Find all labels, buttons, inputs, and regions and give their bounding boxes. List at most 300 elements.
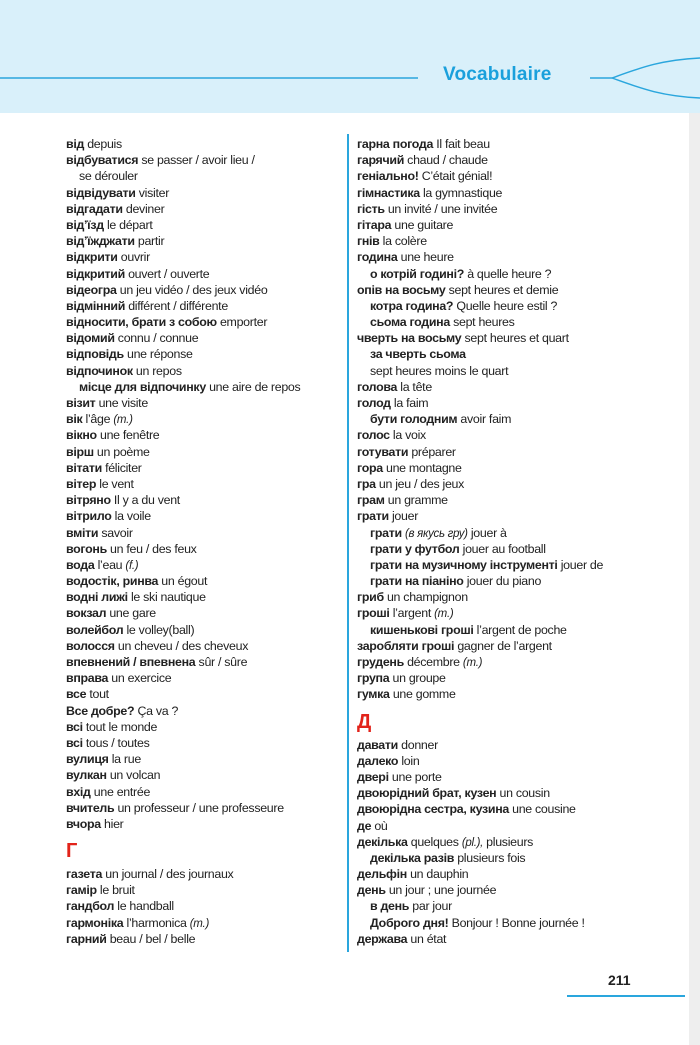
ukrainian-word: відкритий xyxy=(66,266,125,281)
vocabulary-entry xyxy=(66,767,341,783)
vocabulary-entry xyxy=(357,411,682,427)
french-translation: la rue xyxy=(111,752,141,767)
vocabulary-entry xyxy=(357,266,682,282)
vocabulary-entry xyxy=(357,898,682,914)
french-translation: où xyxy=(374,818,388,833)
vocabulary-entry xyxy=(66,282,341,298)
french-translation: un poème xyxy=(96,444,150,459)
vocabulary-entry xyxy=(357,492,682,508)
vocabulary-entry xyxy=(66,168,341,184)
vocabulary-entry xyxy=(357,931,682,947)
ukrainian-word: вірш xyxy=(66,444,94,459)
french-translation: jouer xyxy=(391,509,419,524)
ukrainian-word: волосся xyxy=(66,638,115,653)
french-translation: une heure xyxy=(400,250,454,265)
vocabulary-entry xyxy=(357,330,682,346)
vocabulary-entry xyxy=(66,152,341,168)
french-translation: un jour ; une journée xyxy=(388,883,497,898)
french-translation: plusieurs fois xyxy=(457,850,526,865)
ukrainian-word: відеогра xyxy=(66,282,117,297)
ukrainian-word: двері xyxy=(357,769,389,784)
french-translation: se passer / avoir lieu / xyxy=(141,153,255,168)
ukrainian-word: відвідувати xyxy=(66,185,136,200)
french-translation: l’argent de poche xyxy=(476,622,567,637)
grammar-note: (f.) xyxy=(125,559,139,572)
ukrainian-word: о котрій годині? xyxy=(370,266,465,281)
ukrainian-word: вправа xyxy=(66,671,109,686)
ukrainian-word: день xyxy=(357,883,386,898)
ukrainian-word: сьома година xyxy=(370,315,450,330)
vocabulary-entry xyxy=(357,557,682,573)
vocabulary-entry xyxy=(66,622,341,638)
french-translation: le volley(ball) xyxy=(126,622,195,637)
vocabulary-entry xyxy=(66,379,341,395)
vocabulary-entry xyxy=(357,769,682,785)
ukrainian-word: Все добре? xyxy=(66,703,135,718)
ukrainian-word: гарний xyxy=(66,931,107,946)
french-translation: hier xyxy=(104,816,124,831)
vocabulary-entry xyxy=(357,233,682,249)
left-column xyxy=(66,136,341,947)
vocabulary-entry xyxy=(357,525,682,541)
vocabulary-entry xyxy=(66,298,341,314)
ukrainian-word: відгадати xyxy=(66,201,123,216)
ukrainian-word: гандбол xyxy=(66,899,115,914)
ukrainian-word: бути голодним xyxy=(370,412,458,427)
vocabulary-entry xyxy=(357,298,682,314)
french-translation: ouvert / ouverte xyxy=(128,266,210,281)
french-translation: ouvrir xyxy=(120,250,150,265)
french-translation: un volcan xyxy=(109,768,161,783)
french-translation: féliciter xyxy=(105,460,142,475)
french-translation: un cousin xyxy=(499,786,550,801)
ukrainian-word: вчора xyxy=(66,816,101,831)
french-translation: l’harmonica xyxy=(126,915,187,930)
ukrainian-word: вітати xyxy=(66,460,102,475)
vocabulary-entry xyxy=(357,168,682,184)
ukrainian-word: грам xyxy=(357,493,385,508)
ukrainian-word: група xyxy=(357,671,390,686)
vocabulary-entry xyxy=(66,686,341,702)
vocabulary-entry xyxy=(357,753,682,769)
french-translation: plusieurs xyxy=(486,834,534,849)
vocabulary-entry xyxy=(357,638,682,654)
ukrainian-word: відповідь xyxy=(66,347,124,362)
ukrainian-word: вікно xyxy=(66,428,97,443)
vocabulary-entry xyxy=(66,866,341,882)
french-translation: différent / différente xyxy=(128,298,228,313)
right-column xyxy=(357,136,682,947)
french-translation: une guitare xyxy=(394,217,454,232)
french-translation: sûr / sûre xyxy=(198,655,248,669)
ukrainian-word: геніально! xyxy=(357,169,419,184)
french-translation: une visite xyxy=(98,396,148,410)
vocabulary-entry xyxy=(66,217,341,233)
ukrainian-word: в день xyxy=(370,899,410,914)
french-translation: sept heures et quart xyxy=(464,331,569,346)
ukrainian-word: грати xyxy=(370,525,402,540)
french-translation: donner xyxy=(401,737,438,752)
ukrainian-word: дельфін xyxy=(357,867,407,882)
ukrainian-word: вчитель xyxy=(66,800,115,815)
french-translation: un état xyxy=(410,931,447,946)
vocabulary-entry xyxy=(66,346,341,362)
french-translation: la colère xyxy=(382,234,427,249)
vocabulary-entry xyxy=(357,395,682,411)
ukrainian-word: вітрило xyxy=(66,509,112,524)
ukrainian-word: відносити, брати з собою xyxy=(66,315,217,330)
page-number-underline xyxy=(567,995,685,997)
vocabulary-entry xyxy=(66,670,341,686)
french-translation: une gare xyxy=(109,606,156,621)
vocabulary-entry xyxy=(357,834,682,850)
ukrainian-word: котра година? xyxy=(370,298,454,313)
french-translation: la gymnastique xyxy=(422,185,503,200)
ukrainian-word: відпочинок xyxy=(66,363,133,378)
vocabulary-entry xyxy=(66,525,341,541)
vocabulary-entry xyxy=(357,915,682,931)
header-ornament xyxy=(0,0,700,113)
french-translation: le vent xyxy=(99,476,134,491)
ukrainian-word: де xyxy=(357,818,372,833)
ukrainian-word: волейбол xyxy=(66,622,124,637)
vocabulary-entry xyxy=(357,622,682,638)
french-translation: préparer xyxy=(411,444,456,459)
vocabulary-entry xyxy=(66,589,341,605)
vocabulary-entry xyxy=(66,541,341,557)
french-translation: l’eau xyxy=(97,557,123,572)
ukrainian-word: голова xyxy=(357,379,398,394)
vocabulary-entry xyxy=(66,411,341,427)
ukrainian-word: всі xyxy=(66,719,83,734)
french-translation: emporter xyxy=(219,315,268,330)
french-translation: sept heures xyxy=(453,315,515,330)
french-translation: Bonjour ! Bonne journée ! xyxy=(451,915,585,930)
column-divider xyxy=(347,134,349,952)
vocabulary-entry xyxy=(357,201,682,217)
french-translation: un champignon xyxy=(386,590,468,605)
vocabulary-entry xyxy=(66,185,341,201)
ukrainian-word: всі xyxy=(66,735,83,750)
french-translation: beau / bel / belle xyxy=(109,931,196,946)
vocabulary-entry xyxy=(66,654,341,670)
ukrainian-word: далеко xyxy=(357,753,399,768)
page-title: Vocabulaire xyxy=(443,64,552,85)
vocabulary-entry xyxy=(66,605,341,621)
ukrainian-word: Доброго дня! xyxy=(370,915,449,930)
vocabulary-entry xyxy=(357,217,682,233)
french-translation: le handball xyxy=(117,899,174,914)
vocabulary-entry xyxy=(357,605,682,621)
french-translation: jouer à xyxy=(470,525,507,540)
french-translation: quelques xyxy=(410,834,459,849)
french-translation: un repos xyxy=(135,363,182,378)
vocabulary-entry xyxy=(357,686,682,702)
french-translation: tout xyxy=(89,687,109,702)
ukrainian-word: все xyxy=(66,687,87,702)
vocabulary-entry xyxy=(357,801,682,817)
ukrainian-word: гість xyxy=(357,201,385,216)
ukrainian-word: гнів xyxy=(357,234,380,249)
vocabulary-entry xyxy=(357,185,682,201)
vocabulary-entry xyxy=(357,152,682,168)
french-translation: connu / connue xyxy=(117,331,199,346)
french-translation: l’argent xyxy=(392,606,431,621)
ukrainian-word: кишенькові гроші xyxy=(370,622,474,637)
vocabulary-entry xyxy=(66,460,341,476)
ukrainian-word: гарячий xyxy=(357,153,405,168)
ukrainian-word: за чверть сьома xyxy=(370,347,466,362)
french-translation: une gomme xyxy=(392,687,456,702)
vocabulary-entry xyxy=(357,346,682,362)
grammar-note: (m.) xyxy=(434,608,454,621)
vocabulary-entry xyxy=(357,476,682,492)
ukrainian-word: газета xyxy=(66,867,103,882)
french-translation: un journal / des journaux xyxy=(105,867,234,882)
ukrainian-word: водостік, ринва xyxy=(66,574,159,589)
french-translation: un feu / des feux xyxy=(110,541,197,556)
ukrainian-word: гроші xyxy=(357,606,390,621)
grammar-note: (m.) xyxy=(462,657,483,669)
french-translation: Ça va ? xyxy=(137,703,179,718)
french-translation: deviner xyxy=(125,201,165,216)
french-translation: C’était génial! xyxy=(421,169,493,184)
french-translation: tous / toutes xyxy=(85,735,150,750)
ukrainian-word: опів на восьму xyxy=(357,282,446,297)
ukrainian-word: від’їжджати xyxy=(66,234,135,249)
french-translation: par jour xyxy=(412,899,452,914)
vocabulary-entry xyxy=(66,444,341,460)
ukrainian-word: грати xyxy=(357,509,389,524)
ukrainian-word: гриб xyxy=(357,590,384,605)
french-translation: un dauphin xyxy=(410,867,469,882)
ukrainian-word: голод xyxy=(357,396,391,410)
french-translation: une montagne xyxy=(385,460,462,475)
vocabulary-entry xyxy=(66,573,341,589)
ukrainian-word: гора xyxy=(357,460,383,475)
ukrainian-word: вітряно xyxy=(66,493,111,508)
french-translation: sept heures moins le quart xyxy=(370,363,509,378)
ukrainian-word: відмінний xyxy=(66,298,126,313)
vocabulary-entry xyxy=(357,850,682,866)
vocabulary-entry xyxy=(357,379,682,395)
vocabulary-entry xyxy=(357,282,682,298)
french-translation: une réponse xyxy=(126,347,193,362)
french-translation: le départ xyxy=(106,217,153,232)
ukrainian-word: вік xyxy=(66,412,83,427)
vocabulary-entry xyxy=(357,589,682,605)
ukrainian-word: готувати xyxy=(357,444,409,459)
vocabulary-entry xyxy=(66,201,341,217)
vocabulary-entry xyxy=(357,314,682,330)
vocabulary-entry xyxy=(66,249,341,265)
ukrainian-word: вогонь xyxy=(66,541,107,556)
ukrainian-word: гімнастика xyxy=(357,185,420,200)
french-translation: une porte xyxy=(391,769,442,784)
vocabulary-entry xyxy=(66,363,341,379)
french-translation: tout le monde xyxy=(85,719,158,734)
grammar-note: (в якусь гру) xyxy=(404,527,468,540)
ukrainian-word: місце для відпочинку xyxy=(79,379,206,394)
vocabulary-entry xyxy=(66,735,341,751)
ukrainian-word: давати xyxy=(357,737,398,752)
ukrainian-word: гарна погода xyxy=(357,137,434,151)
ukrainian-word: вокзал xyxy=(66,606,107,621)
vocabulary-entry xyxy=(357,670,682,686)
french-translation: sept heures et demie xyxy=(448,282,559,297)
french-translation: Il y a du vent xyxy=(113,493,180,508)
vocabulary-entry xyxy=(66,751,341,767)
vocabulary-entry xyxy=(66,508,341,524)
ukrainian-word: заробляти гроші xyxy=(357,638,455,653)
french-translation: visiter xyxy=(138,185,170,200)
french-translation: Il fait beau xyxy=(436,137,490,151)
french-translation: savoir xyxy=(101,525,133,540)
french-translation: la voix xyxy=(392,428,426,443)
ukrainian-word: вміти xyxy=(66,525,99,540)
vocabulary-entry xyxy=(66,816,341,832)
french-translation: un invité / une invitée xyxy=(387,201,498,216)
section-letter: Д xyxy=(357,710,372,733)
ukrainian-word: вода xyxy=(66,557,95,572)
ukrainian-word: гітара xyxy=(357,217,392,232)
ukrainian-word: вітер xyxy=(66,476,97,491)
french-translation: une entrée xyxy=(93,784,151,799)
ukrainian-word: вулиця xyxy=(66,752,109,767)
ukrainian-word: грати на піаніно xyxy=(370,574,464,589)
vocabulary-entry xyxy=(357,866,682,882)
ukrainian-word: відкрити xyxy=(66,250,118,265)
page-number: 211 xyxy=(608,972,631,988)
vocabulary-entry xyxy=(66,314,341,330)
vocabulary-entry xyxy=(66,931,341,947)
vocabulary-entry xyxy=(66,800,341,816)
french-translation: décembre xyxy=(407,655,460,669)
french-translation: Quelle heure estil ? xyxy=(456,298,558,313)
vocabulary-entry xyxy=(357,882,682,898)
french-translation: le ski nautique xyxy=(130,590,206,605)
ukrainian-word: держава xyxy=(357,931,408,946)
french-translation: un cheveu / des cheveux xyxy=(117,638,249,653)
french-translation: un jeu vidéo / des jeux vidéo xyxy=(119,282,268,297)
ukrainian-word: відбуватися xyxy=(66,153,139,168)
vocabulary-entry xyxy=(357,785,682,801)
vocabulary-entry xyxy=(357,573,682,589)
french-translation: à quelle heure ? xyxy=(467,266,552,281)
ukrainian-word: відомий xyxy=(66,331,115,346)
ukrainian-word: візит xyxy=(66,396,96,410)
ukrainian-word: година xyxy=(357,250,398,265)
french-translation: depuis xyxy=(87,137,122,151)
vocabulary-entry xyxy=(66,915,341,931)
vocabulary-entry xyxy=(66,136,341,152)
french-translation: la faim xyxy=(393,396,429,410)
vocabulary-entry xyxy=(357,508,682,524)
section-letter: Г xyxy=(66,840,78,863)
vocabulary-entry xyxy=(66,492,341,508)
french-translation: une fenêtre xyxy=(99,428,160,443)
vocabulary-entry xyxy=(357,818,682,834)
vocabulary-entry xyxy=(66,638,341,654)
vocabulary-entry xyxy=(357,541,682,557)
grammar-note: (m.) xyxy=(189,917,209,930)
vocabulary-entry xyxy=(66,427,341,443)
ukrainian-word: двоюрідний брат, кузен xyxy=(357,786,497,801)
french-translation: un égout xyxy=(161,574,208,589)
vocabulary-entry xyxy=(66,703,341,719)
vocabulary-entry xyxy=(66,719,341,735)
french-translation: jouer du piano xyxy=(466,574,542,589)
grammar-note: (m.) xyxy=(113,414,133,427)
vocabulary-entry xyxy=(66,330,341,346)
french-translation: un professeur / une professeure xyxy=(117,800,284,815)
ukrainian-word: від’їзд xyxy=(66,217,104,232)
french-translation: gagner de l’argent xyxy=(457,638,552,653)
french-translation: le bruit xyxy=(99,883,135,898)
french-translation: chaud / chaude xyxy=(407,153,488,168)
french-translation: jouer au football xyxy=(462,541,546,556)
ukrainian-word: декілька xyxy=(357,834,408,849)
ukrainian-word: голос xyxy=(357,428,390,443)
french-translation: loin xyxy=(401,753,420,768)
ukrainian-word: водні лижі xyxy=(66,590,128,605)
vocabulary-entry xyxy=(66,784,341,800)
vocabulary-entry xyxy=(66,266,341,282)
french-translation: jouer de xyxy=(560,557,604,572)
vocabulary-entry xyxy=(66,476,341,492)
vocabulary-entry xyxy=(357,427,682,443)
ukrainian-word: гумка xyxy=(357,687,390,702)
french-translation: avoir faim xyxy=(460,412,512,427)
ukrainian-word: грати на музичному інструменті xyxy=(370,557,558,572)
ukrainian-word: гра xyxy=(357,476,376,491)
ukrainian-word: декілька разів xyxy=(370,850,455,865)
vocabulary-entry xyxy=(357,136,682,152)
ukrainian-word: грудень xyxy=(357,655,404,669)
vocabulary-entry xyxy=(357,460,682,476)
vocabulary-entry xyxy=(357,249,682,265)
french-translation: se dérouler xyxy=(79,169,138,184)
french-translation: la tête xyxy=(400,379,432,394)
vocabulary-entry xyxy=(357,654,682,670)
french-translation: la voile xyxy=(114,509,151,524)
grammar-note: (pl.), xyxy=(461,836,484,849)
vocabulary-entry xyxy=(66,557,341,573)
vocabulary-entry xyxy=(66,233,341,249)
french-translation: un groupe xyxy=(392,671,446,686)
ukrainian-word: вулкан xyxy=(66,768,107,783)
french-translation: partir xyxy=(137,234,165,249)
vocabulary-entry xyxy=(66,882,341,898)
vocabulary-entry xyxy=(66,898,341,914)
ukrainian-word: чверть на восьму xyxy=(357,331,462,346)
ukrainian-word: двоюрідна сестра, кузина xyxy=(357,802,509,817)
vocabulary-entry xyxy=(357,444,682,460)
ukrainian-word: грати у футбол xyxy=(370,541,460,556)
page-edge xyxy=(689,113,700,1045)
french-translation: un jeu / des jeux xyxy=(378,476,465,491)
vocabulary-entry xyxy=(66,395,341,411)
ukrainian-word: впевнений / впевнена xyxy=(66,655,196,669)
vocabulary-entry xyxy=(357,737,682,753)
ukrainian-word: від xyxy=(66,137,85,151)
french-translation: une cousine xyxy=(512,802,576,817)
vocabulary-entry xyxy=(357,363,682,379)
french-translation: un gramme xyxy=(387,493,448,508)
french-translation: un exercice xyxy=(111,671,172,686)
french-translation: une aire de repos xyxy=(209,379,301,394)
french-translation: l’âge xyxy=(85,412,111,427)
